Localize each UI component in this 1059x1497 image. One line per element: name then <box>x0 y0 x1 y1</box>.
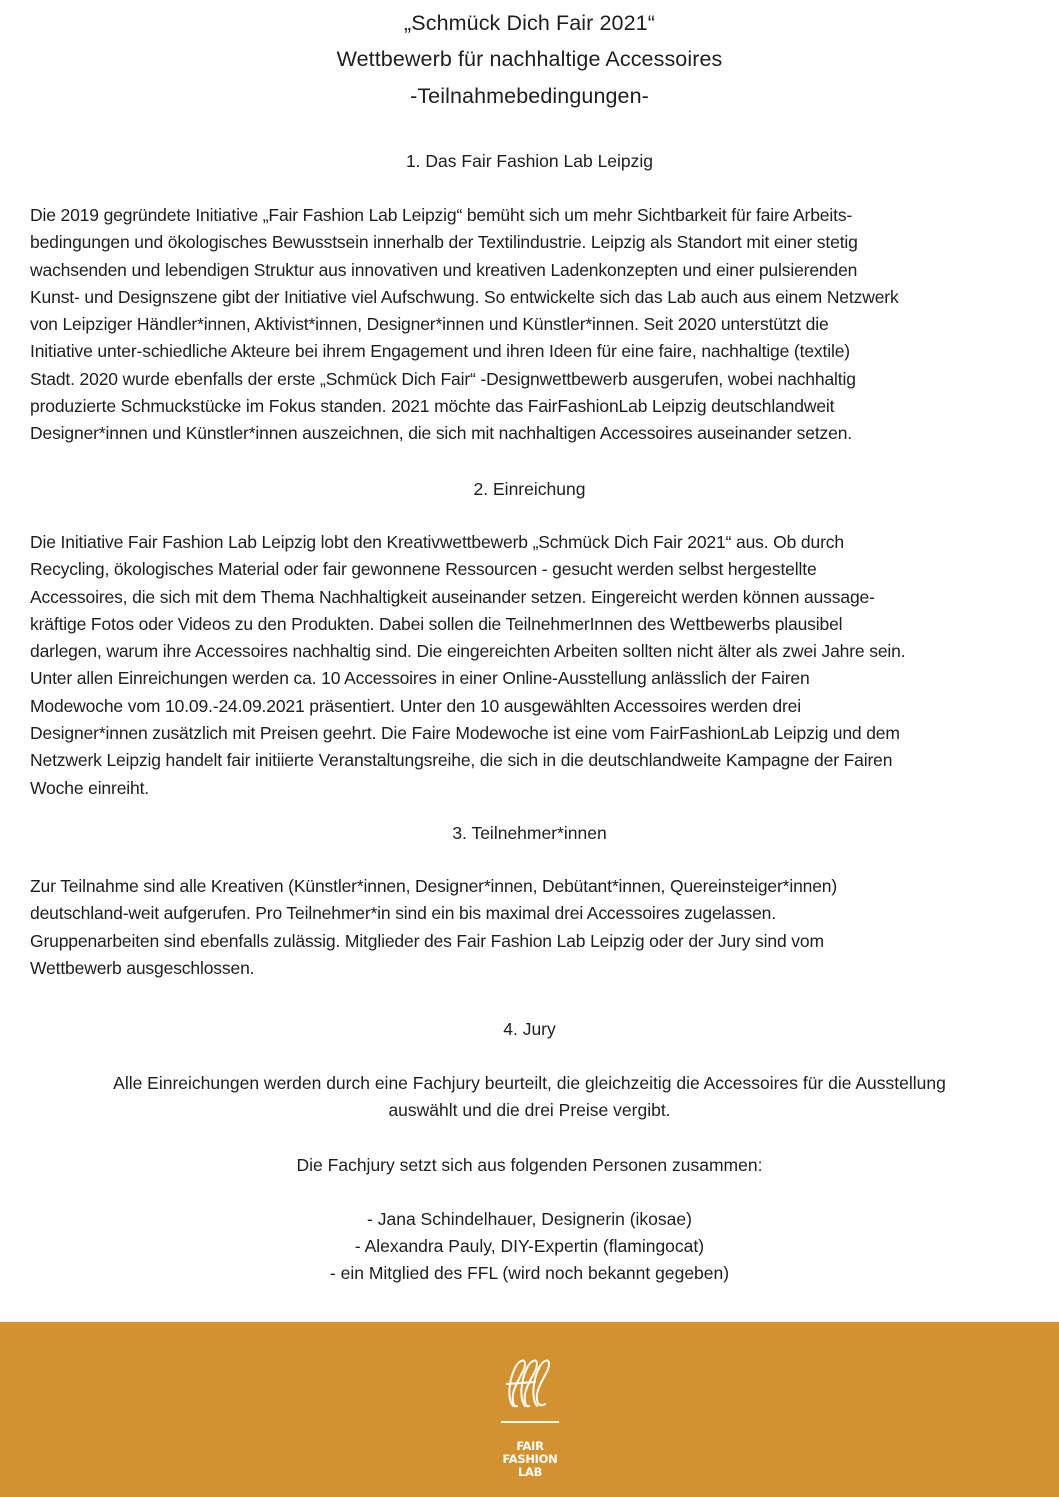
paragraph-line: Designer*innen und Künstler*innen auszeichnen, die sich mit nachhaltigen Accessoires auseinander setzen. <box>30 423 853 444</box>
paragraph-line: Netzwerk Leipzig handelt fair initiierte Veranstaltungsreihe, die sich in die deutschlandweite Kampagne der Fairen <box>30 750 893 771</box>
paragraph-line: Stadt. 2020 wurde ebenfalls der erste „Schmück Dich Fair“ -Designwettbewerb ausgerufen, wobei nachhaltig <box>30 368 856 389</box>
paragraph-line: Zur Teilnahme sind alle Kreativen (Künstler*innen, Designer*innen, Debütant*innen, Quereinsteiger*innen) <box>30 876 838 896</box>
paragraph-line: von Leipziger Händler*innen, Aktivist*innen, Designer*innen und Künstler*innen. Seit 2020 unterstützt die <box>30 314 829 335</box>
paragraph-line: kräftige Fotos oder Videos zu den Produkten. Dabei sollen die TeilnehmerInnen des Wettbewerbs plausibel <box>30 613 843 634</box>
section3-paragraph <box>30 873 1030 982</box>
section4-intro <box>0 1070 1059 1124</box>
paragraph-line: Die Initiative Fair Fashion Lab Leipzig lobt den Kreativwettbewerb „Schmück Dich Fair 2021“ aus. Ob durch <box>30 532 844 552</box>
document-title-line1: „Schmück Dich Fair 2021“ <box>404 11 655 35</box>
paragraph-line: Gruppenarbeiten sind ebenfalls zulässig. Mitglieder des Fair Fashion Lab Leipzig oder der Jury sind vom <box>30 930 824 951</box>
jury-member: - Alexandra Pauly, DIY-Expertin (flamingocat) <box>354 1236 705 1256</box>
paragraph-line: Alle Einreichungen werden durch eine Fachjury beurteilt, die gleichzeitig die Accessoires für die Ausstellung <box>113 1073 946 1093</box>
jury-intro: Die Fachjury setzt sich aus folgenden Personen zusammen: <box>296 1155 763 1175</box>
document-title-line3: -Teilnahmebedingungen- <box>410 84 649 108</box>
paragraph-line: Woche einreiht. <box>30 777 150 798</box>
paragraph-line: Designer*innen zusätzlich mit Preisen geehrt. Die Faire Modewoche ist eine vom FairFashionLab Leipzig und dem <box>30 723 900 744</box>
paragraph-line: Recycling, ökologisches Material oder fair gewonnene Ressourcen - gesucht werden selbst hergestellte <box>30 559 817 580</box>
section3-heading: 3. Teilnehmer*innen <box>452 823 607 843</box>
jury-member-list <box>0 1206 1059 1287</box>
paragraph-line: Unter allen Einreichungen werden ca. 10 Accessoires in einer Online-Ausstellung anlässlich der Fairen <box>30 668 810 689</box>
paragraph-line: Modewoche vom 10.09.-24.09.2021 präsentiert. Unter den 10 ausgewählten Accessoires werden drei <box>30 695 801 716</box>
ffl-monogram-icon <box>495 1346 565 1436</box>
fair-fashion-lab-logo <box>495 1346 565 1479</box>
footer-band <box>0 1322 1059 1497</box>
jury-member: - Jana Schindelhauer, Designerin (ikosae) <box>367 1209 692 1229</box>
paragraph-line: deutschland-weit aufgerufen. Pro Teilnehmer*in sind ein bis maximal drei Accessoires zugelassen. <box>30 903 776 924</box>
section1-heading: 1. Das Fair Fashion Lab Leipzig <box>405 151 654 171</box>
paragraph-line: Die 2019 gegründete Initiative „Fair Fashion Lab Leipzig“ bemüht sich um mehr Sichtbarkeit für faire Arbeits- <box>30 205 853 225</box>
section2-heading: 2. Einreichung <box>473 479 586 499</box>
logo-wordmark: FAIR FASHION LAB <box>502 1439 558 1479</box>
section4-heading: 4. Jury <box>503 1019 556 1039</box>
section1-paragraph <box>30 202 1030 448</box>
paragraph-line: produzierte Schmuckstücke im Fokus standen. 2021 möchte das FairFashionLab Leipzig deutschlandweit <box>30 396 835 417</box>
paragraph-line: Accessoires, die sich mit dem Thema Nachhaltigkeit auseinander setzen. Eingereicht werden können aussage- <box>30 586 875 607</box>
jury-member: - ein Mitglied des FFL (wird noch bekannt gegeben) <box>329 1263 730 1283</box>
paragraph-line: Kunst- und Designszene gibt der Initiative viel Aufschwung. So entwickelte sich das Lab auch aus einem Netzwerk <box>30 286 899 307</box>
document-title-line2: Wettbewerb für nachhaltige Accessoires <box>336 47 723 71</box>
section2-paragraph <box>30 529 1030 802</box>
paragraph-line: Wettbewerb ausgeschlossen. <box>30 957 255 978</box>
paragraph-line: auswählt und die drei Preise vergibt. <box>388 1100 671 1120</box>
paragraph-line: darlegen, warum ihre Accessoires nachhaltig sind. Die eingereichten Arbeiten sollten nicht älter als zwei Jahre sein. <box>30 641 906 662</box>
paragraph-line: wachsenden und lebendigen Struktur aus innovativen und kreativen Ladenkonzepten und einer pulsierenden <box>30 259 858 280</box>
paragraph-line: Initiative unter-schiedliche Akteure bei ihrem Engagement und ihren Ideen für eine faire, nachhaltige (textile) <box>30 341 850 362</box>
paragraph-line: bedingungen und ökologisches Bewusstsein innerhalb der Textilindustrie. Leipzig als Standort mit einer stetig <box>30 232 858 253</box>
